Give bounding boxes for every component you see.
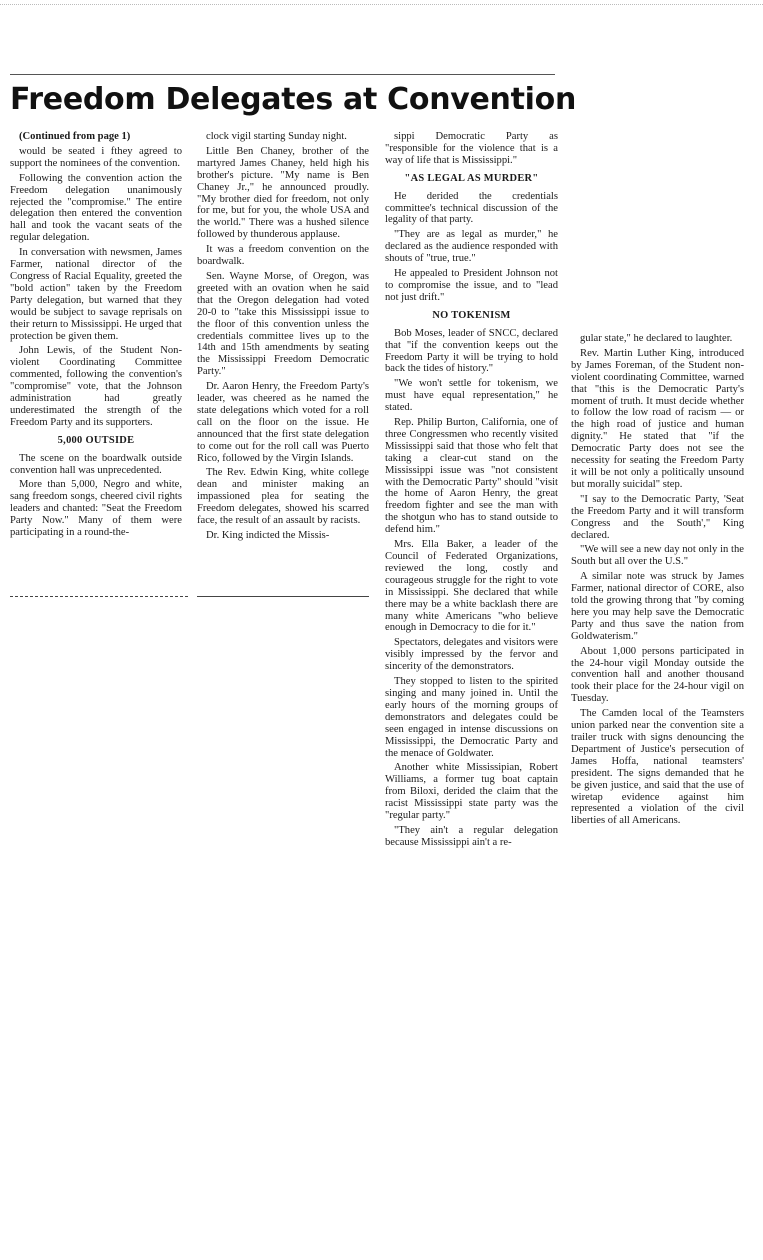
paragraph: Dr. Aaron Henry, the Freedom Party's leader, was cheered as he named the state delegations which voted for a roll call on the floor on the issue. He announced that the first state delegation to come out for the roll call was Puerto Rico, followed by the Virgin Islands. bbox=[197, 381, 369, 464]
column-4 bbox=[571, 333, 744, 830]
paragraph: The scene on the boardwalk outside convention hall was unprecedented. bbox=[10, 452, 182, 476]
paragraph: would be seated i fthey agreed to support the nominees of the convention. bbox=[10, 145, 182, 169]
paragraph: Following the convention action the Freedom delegation unanimously rejected the "compromise." The entire delegation then entered the convention hall and took the vacant seats of the regular delegation. bbox=[10, 172, 182, 244]
paragraph: clock vigil starting Sunday night. bbox=[206, 131, 347, 142]
paragraph: "They are as legal as murder," he declared as the audience responded with shouts of "true, true." bbox=[385, 229, 558, 265]
paragraph: The Camden local of the Teamsters union parked near the convention site a trailer truck with signs denouncing the Department of Justice's persecution of James Hoffa, national teamsters' president. The signs demanded that he be given justice, and said that the use of wiretap evidence against him represented a violation of the civil liberties of all Americans. bbox=[571, 708, 744, 827]
paragraph: Dr. King indicted the Missis- bbox=[206, 530, 330, 541]
paragraph: More than 5,000, Negro and white, sang freedom songs, cheered civil rights leaders and chanted: "Seat the Freedom Party Now." Many of them were participating in a round-the- bbox=[10, 479, 182, 539]
headline-rule bbox=[10, 74, 555, 75]
paragraph: They stopped to listen to the spirited singing and many joined in. Until the early hours of the morning groups of demonstrators and delegates could be seen engaged in intense discussions on Mississippi, the Democratic Party and the menace of Goldwater. bbox=[385, 676, 558, 759]
subhead-5000-outside: 5,000 OUTSIDE bbox=[57, 434, 135, 446]
paragraph: Sen. Wayne Morse, of Oregon, was greeted with an ovation when he said that the Oregon delegation had voted 20-0 to "take this Mississippi issue to the floor of this convention unless the credentials committee lives up to the 14th and 15th amendments by seating the Mississippi Freedom Democratic Party." bbox=[197, 270, 369, 378]
column-3 bbox=[385, 131, 558, 852]
paragraph: John Lewis, of the Student Non-violent Coordinating Committee commented, following the convention's "compromise" vote, that the Johnson administration had greatly underestimated the strength of the Freedom Party and its supporters. bbox=[10, 345, 182, 428]
subhead-as-legal-as-murder: "AS LEGAL AS MURDER" bbox=[404, 172, 539, 184]
paragraph: Rev. Martin Luther King, introduced by James Foreman, of the Student non-violent coordinating Committee, warned that "this is the Democratic Party's moment of truth. It must decide whether to follow the low road of racism — or the high road of justice and human dignity." He stated that "if the Democratic Party does not see the necessity for seating the Freedom Party it will be not only a politically unsound but morally suicidal" step. bbox=[571, 347, 744, 490]
paragraph: It was a freedom convention on the boardwalk. bbox=[197, 244, 369, 268]
paragraph: The Rev. Edwin King, white college dean and minister making an impassioned plea for seating the Freedom delegates, showed his scarred face, the result of an assault by racists. bbox=[197, 467, 369, 527]
paragraph: "I say to the Democratic Party, 'Seat the Freedom Party and it will transform Congress and the South'," King declared. bbox=[571, 493, 744, 541]
paragraph: "We won't settle for tokenism, we must have equal representation," he stated. bbox=[385, 378, 558, 414]
paragraph: Spectators, delegates and visitors were visibly impressed by the fervor and sincerity of the demonstrators. bbox=[385, 637, 558, 673]
paragraph: A similar note was struck by James Farmer, national director of CORE, also told the growing throng that "by coming here you may help save the Democratic Party and thus save the nation from Goldwaterism." bbox=[571, 571, 744, 642]
column-2 bbox=[197, 131, 369, 545]
top-dotted-border bbox=[0, 4, 763, 5]
subhead-no-tokenism: NO TOKENISM bbox=[432, 309, 511, 321]
paragraph: Another white Mississipian, Robert Williams, a former tug boat captain from Biloxi, derided the claim that the racist Mississippi state party was the "regular party." bbox=[385, 762, 558, 822]
headline: Freedom Delegates at Convention bbox=[10, 82, 577, 117]
paragraph: Little Ben Chaney, brother of the martyred James Chaney, held high his brother's picture. "My name is Ben Chaney Jr.," he announced proudly. "My brother died for freedom, not only for me, but for you, the whole USA and the world." There was a hushed silence followed by thunderous applause. bbox=[197, 145, 369, 241]
paragraph: "They ain't a regular delegation because Mississippi ain't a re- bbox=[385, 824, 558, 848]
paragraph: gular state," he declared to laughter. bbox=[580, 333, 733, 344]
column-1 bbox=[10, 131, 182, 542]
continued-note: (Continued from page 1) bbox=[19, 131, 131, 142]
paragraph: Bob Moses, leader of SNCC, declared that "if the convention keeps out the Freedom Party it will be trying to hold back the tides of history." bbox=[385, 327, 558, 375]
paragraph: He derided the credentials committee's technical discussion of the legality of that party. bbox=[385, 190, 558, 226]
paragraph: In conversation with newsmen, James Farmer, national director of the Congress of Racial Equality, greeted the "bold action" taken by the Freedom Party delegation, but warned that they would be subject to savage reprisals on their return to Mississippi. He urged that protection be given them. bbox=[10, 247, 182, 342]
column-end-rule bbox=[197, 596, 369, 597]
paragraph: Mrs. Ella Baker, a leader of the Council of Federated Organizations, reviewed the long, costly and courageous struggle for the right to vote in Mississippi. She declared that while there may be a white backlash there are many white Americans "who believe enough in Democracy to die for it." bbox=[385, 539, 558, 634]
paragraph: Rep. Philip Burton, California, one of three Congressmen who recently visited Mississippi said that those who felt that taking a clear-cut stand on the Mississippi issue was "not consistent with the Democratic Party" should "visit the home of Aaron Henry, the great freedom fighter and see the man with the shotgun who has to stand outside to defend him." bbox=[385, 417, 558, 536]
column-end-rule bbox=[10, 596, 188, 597]
paragraph: He appealed to President Johnson not to compromise the issue, and to "lead not just drift." bbox=[385, 268, 558, 303]
paragraph: "We will see a new day not only in the South but all over the U.S." bbox=[571, 544, 744, 568]
paragraph: About 1,000 persons participated in the 24-hour vigil Monday outside the convention hall and another thousand took their place for the 24-hour vigil on Tuesday. bbox=[571, 645, 744, 705]
paragraph: sippi Democratic Party as "responsible for the violence that is a way of life that is Mississippi." bbox=[385, 131, 558, 166]
